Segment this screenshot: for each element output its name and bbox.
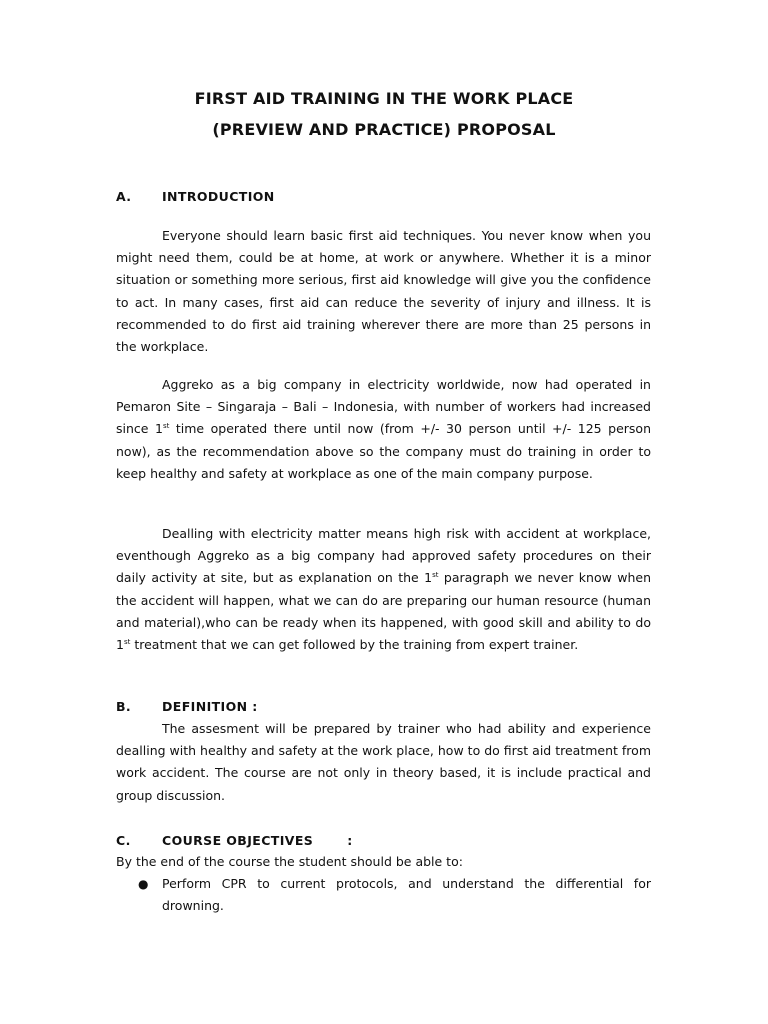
document-title-line-1: FIRST AID TRAINING IN THE WORK PLACE: [194, 89, 574, 108]
intro-paragraph-2-part-1: Aggreko as a big company in electricity worldwide, now had operated in Pemaron Site – Singaraja – Bali – Indonesia, with number of workers had increased since 1: [116, 377, 651, 437]
intro-paragraph-2-superscript: st: [162, 422, 170, 431]
objectives-intro: By the end of the course the student should be able to:: [116, 854, 463, 869]
bullet-icon: ●: [138, 877, 149, 891]
section-a-number: A.: [116, 189, 132, 204]
intro-paragraph-3-part-1: Dealling with electricity matter means high risk with accident at workplace, eventhough Aggreko as a big company had approved safety procedures on their daily activity at site, but as explanation on the 1: [116, 526, 651, 586]
intro-paragraph-2: [116, 374, 651, 485]
intro-paragraph-3: [116, 523, 651, 656]
document-title-line-2: (PREVIEW AND PRACTICE) PROPOSAL: [212, 120, 556, 139]
section-b-title: DEFINITION :: [162, 699, 258, 714]
objective-text: Perform CPR to current protocols, and understand the differential for drowning.: [162, 876, 651, 914]
intro-paragraph-1: Everyone should learn basic first aid techniques. You never know when you might need them, could be at home, at work or anywhere. Whether it is a minor situation or something more serious, first aid knowledge will give you the confidence to act. In many cases, first aid can reduce the severity of injury and illness. It is recommended to do first aid training wherever there are more than 25 persons in the workplace.: [116, 228, 651, 355]
section-b-number: B.: [116, 699, 132, 714]
objectives-list: [116, 873, 651, 917]
definition-paragraph: The assesment will be prepared by trainer who had ability and experience dealling with healthy and safety at the work place, how to do first aid treatment from work accident. The course are not only in theory based, it is include practical and group discussion.: [116, 721, 651, 803]
section-c-heading: [116, 833, 353, 848]
intro-paragraph-3-superscript-2: st: [123, 637, 131, 646]
intro-paragraph-2-part-2: time operated there until now (from +/- 30 person until +/- 125 person now), as the recommendation above so the company must do training in order to keep healthy and safety at workplace as one of the main company purpose.: [116, 421, 651, 481]
list-item: [116, 873, 651, 917]
section-b-heading: [116, 699, 258, 714]
intro-paragraph-3-superscript-1: st: [432, 571, 439, 580]
section-c-number: C.: [116, 833, 131, 848]
section-a-heading: [116, 189, 275, 204]
intro-paragraph-3-part-2: paragraph we never know when the accident will happen, what we can do are preparing our human resource (human and material),who can be ready when its happened, with good skill and ability to do 1: [116, 570, 651, 653]
section-c-colon: :: [347, 833, 353, 848]
intro-paragraph-3-part-3: treatment that we can get followed by the training from expert trainer.: [130, 637, 579, 653]
section-c-title: COURSE OBJECTIVES: [162, 833, 314, 848]
section-a-title: INTRODUCTION: [162, 189, 275, 204]
